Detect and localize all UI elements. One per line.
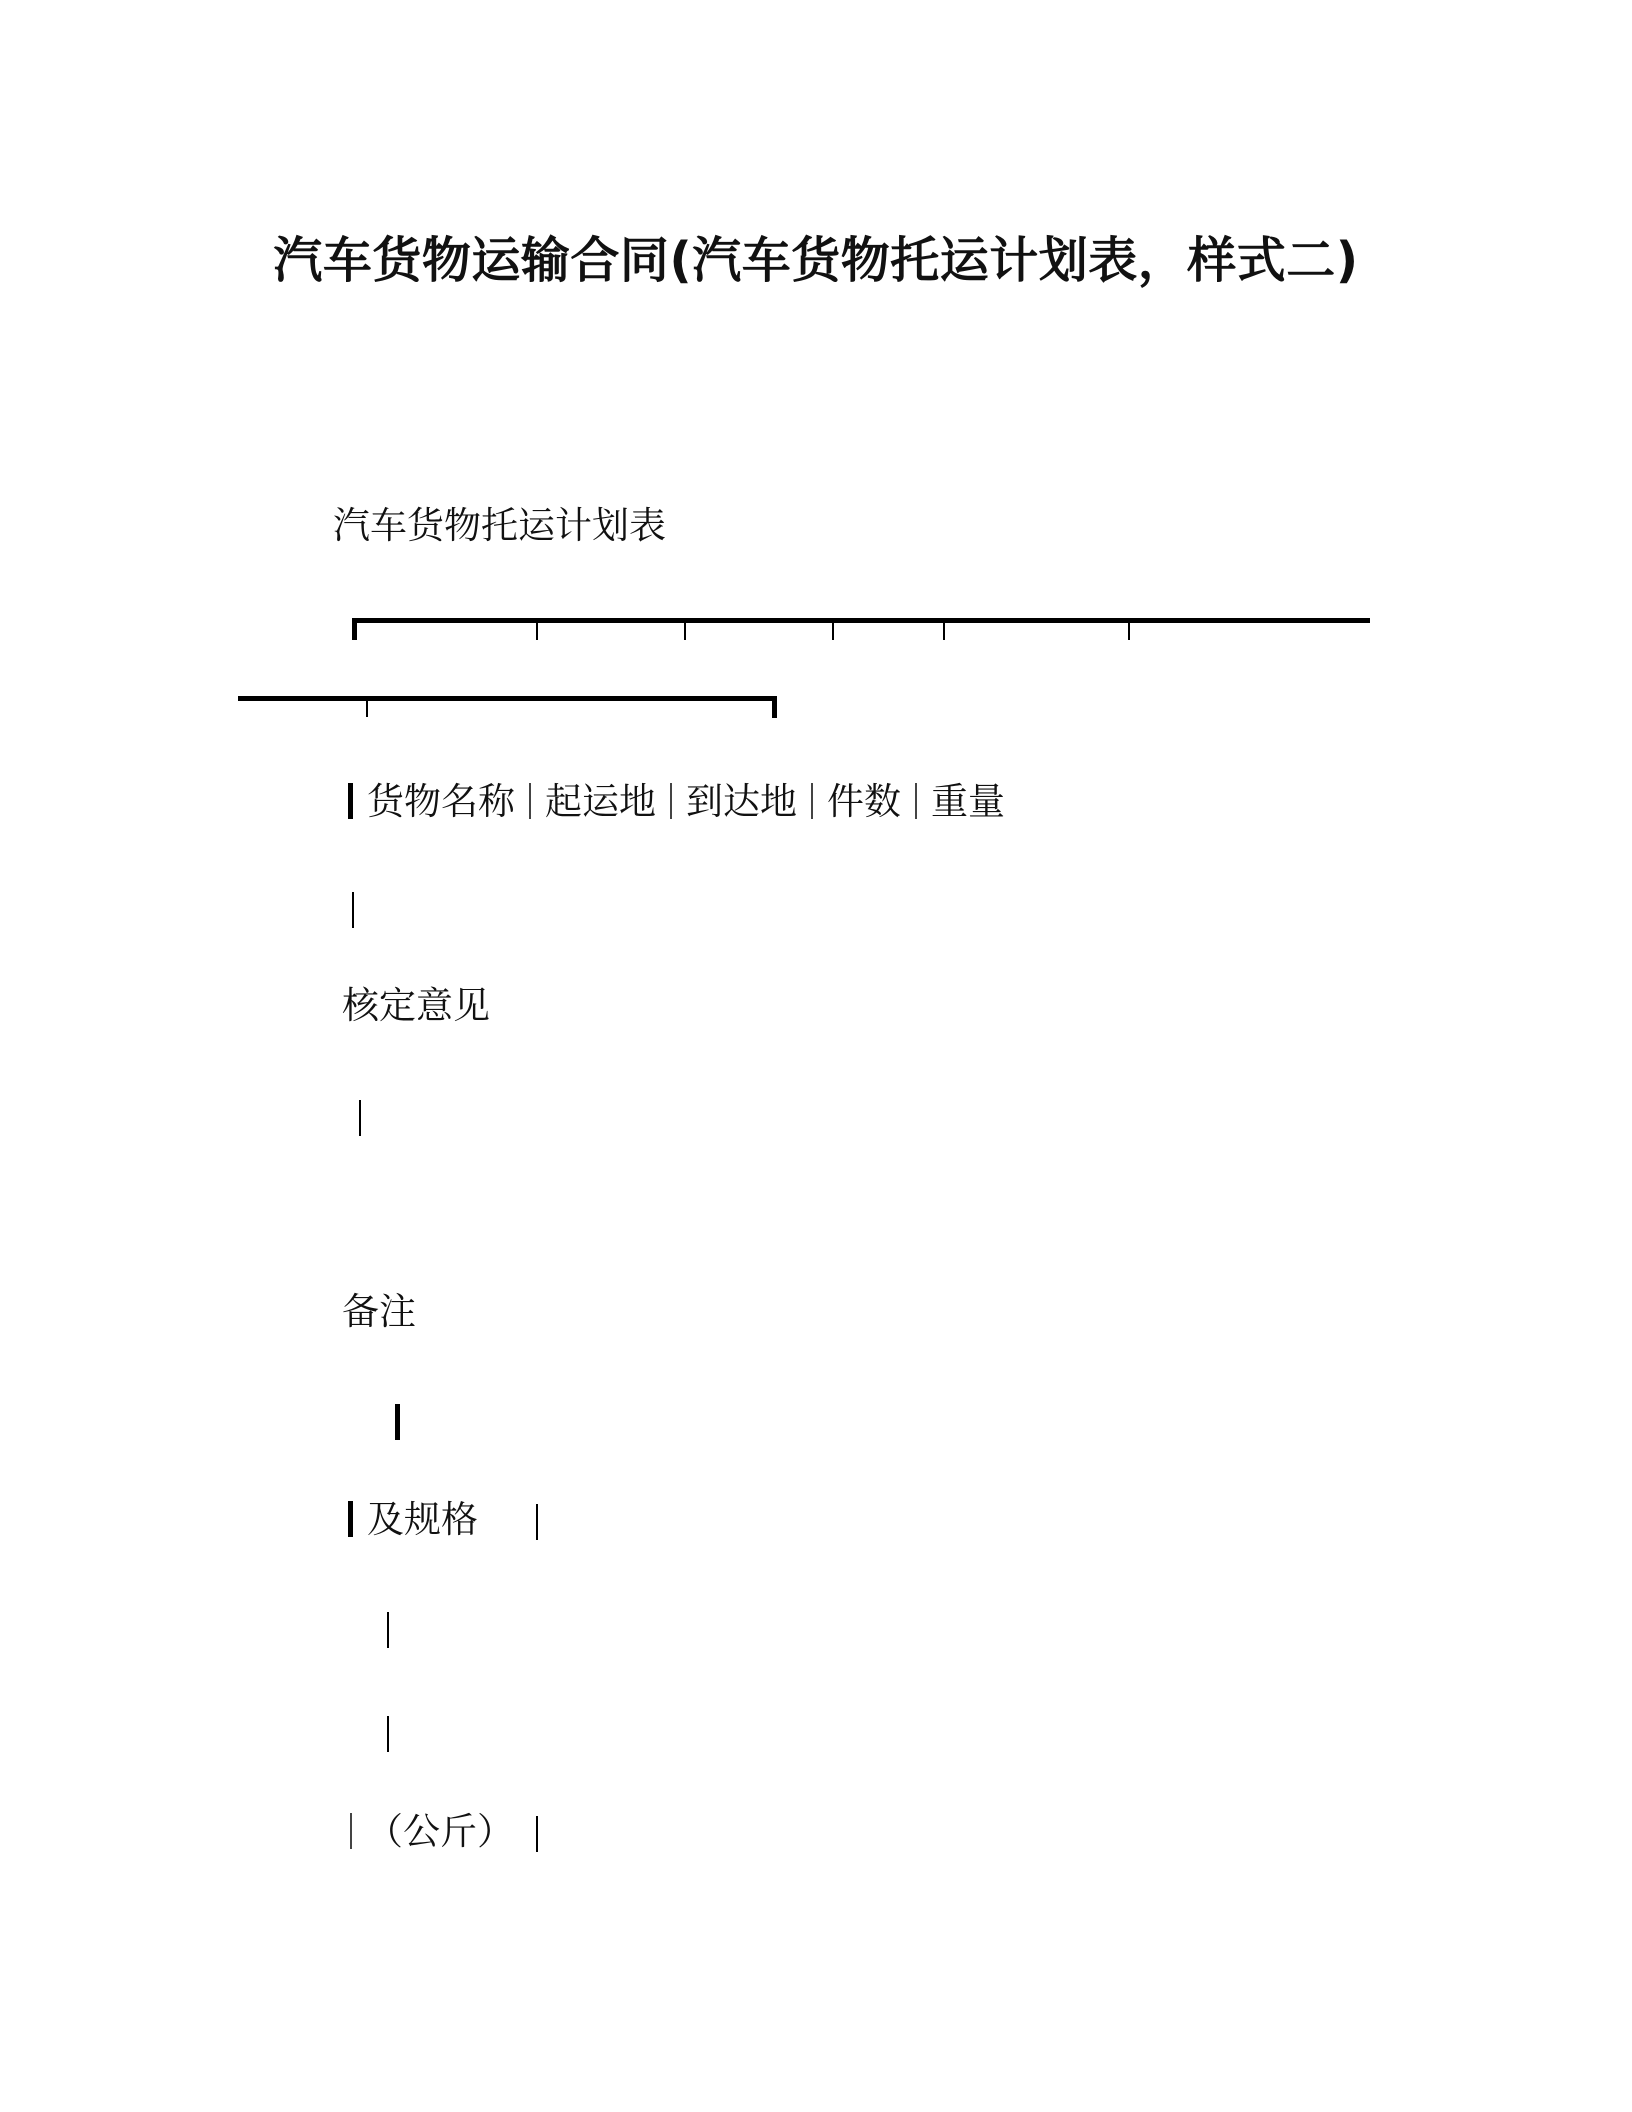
table-title: 汽车货物托运计划表 (333, 504, 666, 547)
column-tick (832, 622, 834, 640)
cell-border (350, 1813, 352, 1849)
spec-label: 及规格 (367, 1498, 478, 1541)
cell-border (387, 1716, 389, 1752)
cell-border (387, 1612, 389, 1648)
header-cargo-name: 货物名称 (367, 780, 515, 823)
cell-border (529, 783, 531, 819)
cell-border (536, 1504, 538, 1540)
unit-label: （公斤） (366, 1810, 514, 1853)
cell-border (811, 783, 813, 819)
cell-border (670, 783, 672, 819)
column-tick (536, 622, 538, 640)
document-title: 汽车货物运输合同(汽车货物托运计划表，样式二) (273, 232, 1359, 289)
header-origin: 起运地 (545, 780, 656, 823)
header-pieces: 件数 (827, 780, 901, 823)
column-tick (1128, 622, 1130, 640)
table-right-corner (772, 696, 777, 718)
cell-border (536, 1816, 538, 1852)
table-left-corner (352, 618, 357, 640)
table-second-border (238, 696, 775, 701)
table-header-row (348, 780, 1005, 824)
cell-border (915, 783, 917, 819)
cell-border (348, 1501, 353, 1537)
table-top-border (352, 618, 1370, 623)
cell-border (348, 783, 353, 819)
remarks-label: 备注 (342, 1290, 416, 1333)
cell-border (352, 892, 354, 928)
spec-row (348, 1498, 478, 1542)
column-tick (684, 622, 686, 640)
header-weight: 重量 (931, 780, 1005, 823)
header-destination: 到达地 (686, 780, 797, 823)
cell-border (359, 1100, 361, 1136)
column-tick (943, 622, 945, 640)
unit-row (350, 1810, 514, 1854)
opinion-label: 核定意见 (342, 984, 490, 1027)
cell-border-bold (395, 1404, 400, 1440)
column-tick (366, 700, 368, 717)
